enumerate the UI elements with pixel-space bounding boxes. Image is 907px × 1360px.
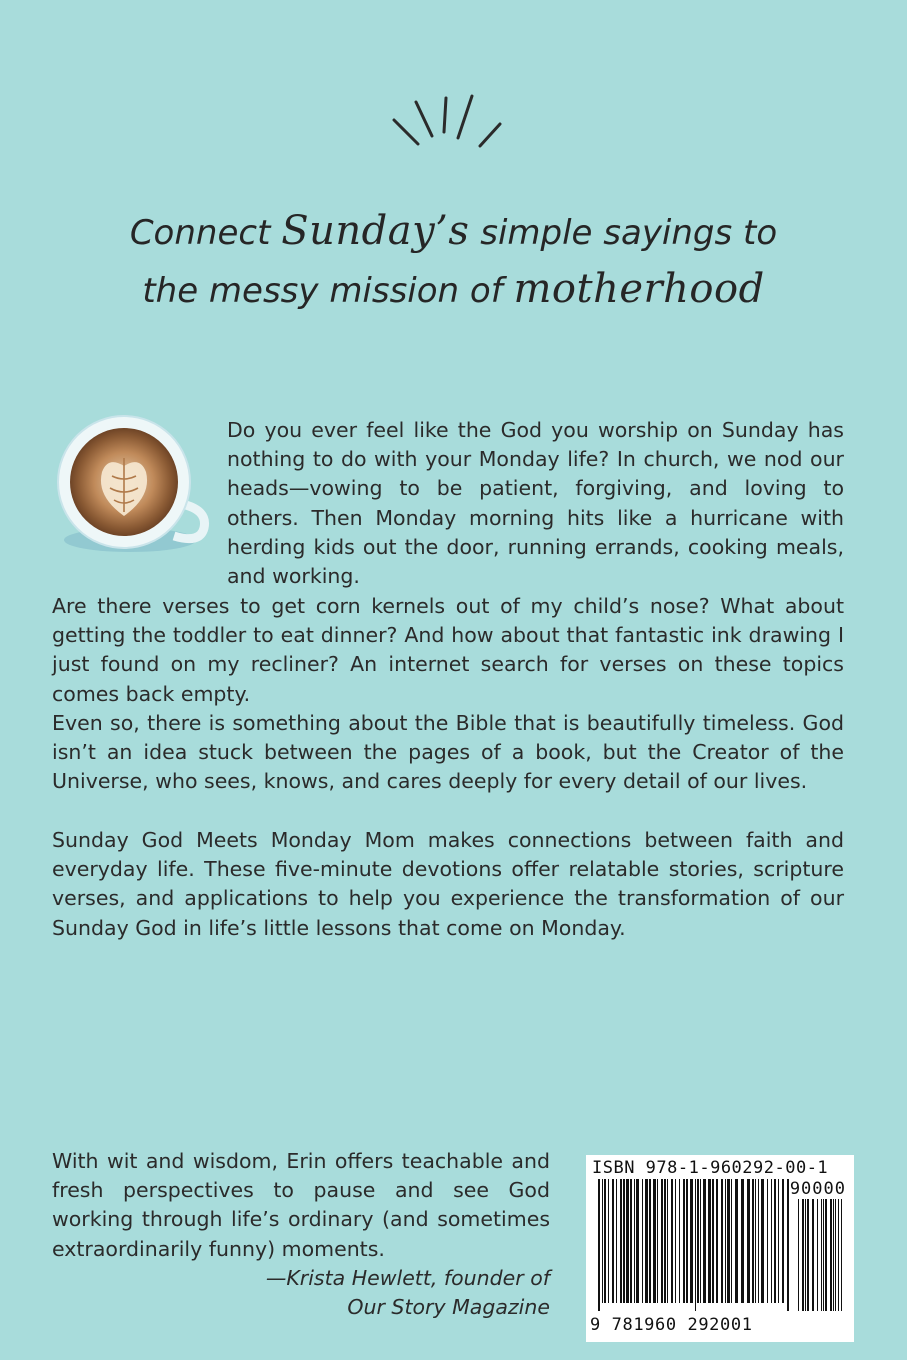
body-paragraph-2: Are there verses to get corn kernels out of my child’s nose? What about getting the toddler to eat dinner? And how about that fantastic ink drawing I just found on my recliner? An internet search for verses on these topics comes back empty. [52,594,844,706]
barcode-bar [690,1179,693,1303]
barcode-bar [695,1179,696,1311]
body-paragraph-1: Do you ever feel like the God you worship on Sunday has nothing to do with your Monday life? In church, we nod our heads—vowing to be patient, forgiving, and loving to others. Then Monday morning hits like a hurricane with herding kids out the door, running errands, cooking meals, and working. [227,418,844,589]
tagline-line2-script: motherhood [513,266,765,312]
ean-digits: 9 781960 292001 [590,1315,753,1335]
barcode-bar [727,1179,730,1303]
barcode-bar [612,1179,614,1303]
endorsement-attribution-2: Our Story Magazine [347,1295,550,1319]
barcode-bar [675,1179,676,1303]
barcode-bar [731,1179,732,1303]
barcode-bar [725,1179,726,1303]
isbn-barcode [586,1155,854,1342]
barcode-bar [708,1179,711,1303]
barcode-bar [686,1179,688,1303]
barcode-bar [649,1179,651,1303]
body-paragraph-4: Sunday God Meets Monday Mom makes connections between faith and everyday life. These five-minute devotions offer relatable stories, scripture verses, and applications to help you experience the transformation of our Sunday God in life’s little lessons that come on Monday. [52,828,844,940]
tagline [0,202,907,262]
barcode-bar [623,1179,625,1303]
barcode-addon-bar [812,1199,814,1311]
barcode-bar [761,1179,764,1303]
price-code: 90000 [789,1179,846,1199]
barcode-bar [604,1179,606,1303]
barcode-bar [712,1179,714,1303]
barcode-bar [645,1179,648,1303]
barcode-addon-bar [821,1199,822,1311]
barcode-addon-bar [825,1199,827,1311]
barcode-bar [598,1179,600,1311]
barcode-bar [642,1179,643,1303]
barcode-bar [700,1179,701,1303]
endorsement-attribution-1: —Krista Hewlett, founder of [265,1266,550,1290]
barcode-addon-bar [830,1199,832,1311]
barcode-bar [752,1179,754,1303]
barcode-bar [616,1179,617,1303]
tagline-line1-post: simple sayings to [469,213,778,253]
barcode-addon-bar [838,1199,839,1311]
barcode-bar [620,1179,622,1303]
barcode-addon-bar [802,1199,804,1311]
barcode-bar [767,1179,768,1303]
endorsement-quote: With wit and wisdom, Erin offers teachable and fresh perspectives to pause and see God working through life’s ordinary (and sometimes extraordinarily funny) moments. [52,1149,550,1261]
barcode-bar [626,1179,629,1303]
barcode-bar [741,1179,744,1303]
barcode-addon-bar [817,1199,818,1311]
barcode-bar [721,1179,723,1303]
latte-cup-icon [52,412,212,562]
tagline-line2-pre: the messy mission of [142,271,514,311]
barcode-bar [661,1179,663,1303]
barcode-bar [782,1179,784,1303]
barcode-addon-bar [835,1199,836,1311]
barcode-bar [636,1179,639,1303]
barcode-bar [667,1179,668,1303]
barcode-bar [608,1179,609,1303]
sunburst-rays-icon [388,92,508,154]
barcode-bar [716,1179,718,1303]
barcode-bar [634,1179,635,1303]
barcode-addon-bar [823,1199,824,1311]
barcode-bar [630,1179,632,1303]
barcode-addon-bar [833,1199,834,1311]
body-paragraph-3: Even so, there is something about the Bible that is beautifully timeless. God isn’t an idea stuck between the pages of a book, but the Creator of the Universe, who sees, knows, and cares deeply for every detail of our lives. [52,711,844,794]
barcode-bar [664,1179,666,1303]
barcode-bar [747,1179,750,1303]
barcode-bar [697,1179,699,1303]
barcode-bar [671,1179,673,1303]
barcode-bar [778,1179,779,1303]
barcode-addon-bar [805,1199,806,1311]
barcode-bar [703,1179,706,1303]
tagline-line2 [0,260,907,320]
barcode-bar [735,1179,738,1303]
tagline-line1-script: Sunday’s [281,208,470,254]
barcode-bar [683,1179,685,1303]
tagline-line1-pre: Connect [129,213,282,253]
barcode-bar [771,1179,772,1303]
isbn-label: ISBN 978-1-960292-00-1 [592,1158,829,1178]
barcode-bars [598,1179,842,1313]
barcode-bar [787,1179,789,1311]
barcode-bar [653,1179,656,1303]
barcode-bar [657,1179,658,1303]
barcode-bar [602,1179,603,1303]
barcode-bar [679,1179,680,1303]
barcode-addon-bar [841,1199,842,1311]
barcode-bar [755,1179,756,1303]
barcode-addon-bar [798,1199,799,1311]
barcode-bar [774,1179,776,1303]
barcode-addon-bar [807,1199,809,1311]
barcode-bar [758,1179,759,1303]
